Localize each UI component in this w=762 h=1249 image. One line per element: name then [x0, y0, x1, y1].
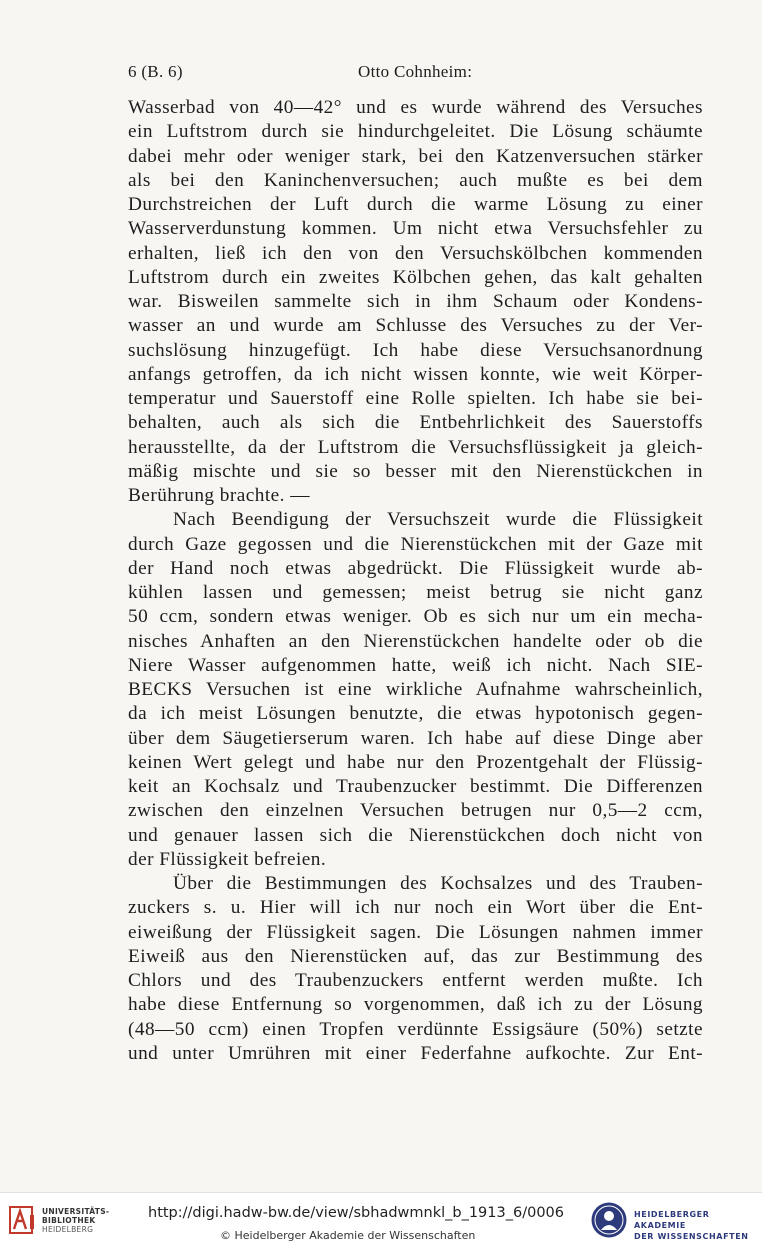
text-line: dabei mehr oder weniger stark, bei den Katzenversuchen stärker	[128, 145, 703, 167]
text-line: Nach Beendigung der Versuchszeit wurde die Flüssigkeit	[173, 509, 703, 531]
text-line: BECKS Versuchen ist eine wirkliche Aufnahme wahrscheinlich,	[128, 679, 703, 700]
text-line: als bei den Kaninchenversuchen; auch mußte es bei dem	[128, 169, 703, 191]
text-line: eiweißung der Flüssigkeit sagen. Die Lösungen nahmen immer	[128, 921, 703, 943]
text-line: nisches Anhaften an den Nierenstückchen handelte oder ob die	[128, 630, 703, 652]
text-line: Luftstrom durch ein zweites Kölbchen gehen, das kalt gehalten	[128, 266, 703, 288]
running-head-author: Otto Cohnheim:	[358, 62, 473, 81]
text-line: wasser an und wurde am Schlusse des Versuches zu der Ver-	[128, 315, 703, 337]
text-line: zuckers s. u. Hier will ich nur noch ein Wort über die Ent-	[128, 897, 703, 919]
text-line: da ich meist Lösungen benutzte, die etwas hypotonisch gegen-	[128, 703, 703, 725]
source-url-link[interactable]: http://digi.hadw-bw.de/view/sbhadwmnkl_b_1913_6/0006	[148, 1205, 564, 1221]
text-line: mäßig mischte und sie so besser mit den Nierenstückchen in	[128, 460, 703, 482]
text-line: 50 ccm, sondern etwas weniger. Ob es sich nur um ein mecha-	[128, 606, 703, 628]
text-line: der Hand noch etwas abgedrückt. Die Flüssigkeit wurde ab-	[128, 557, 703, 579]
text-line: ein Luftstrom durch sie hindurchgeleitet. Die Lösung schäumte	[128, 121, 703, 143]
text-line: keit an Kochsalz und Traubenzucker bestimmt. Die Differenzen	[128, 776, 703, 797]
text-line: kühlen lassen und gemessen; meist betrug sie nicht ganz	[128, 582, 703, 603]
text-line: Wasserbad von 40—42° und es wurde während des Versuches	[128, 97, 703, 118]
text-line: temperatur und Sauerstoff eine Rolle spielten. Ich habe sie bei-	[128, 388, 703, 409]
text-line: und unter Umrühren mit einer Federfahne aufkochte. Zur Ent-	[128, 1042, 703, 1064]
text-line: Chlors und des Traubenzuckers entfernt werden mußte. Ich	[128, 970, 703, 991]
text-line: Über die Bestimmungen des Kochsalzes und des Trauben-	[173, 873, 703, 894]
text-line: der Flüssigkeit befreien.	[128, 848, 327, 870]
text-line: keinen Wert gelegt und habe nur den Prozentgehalt der Flüssig-	[128, 751, 703, 773]
text-line: Niere Wasser aufgenommen hatte, weiß ich nicht. Nach SIE-	[128, 654, 703, 676]
footer-bar	[0, 1192, 762, 1249]
text-line: suchslösung hinzugefügt. Ich habe diese Versuchsanordnung	[128, 339, 703, 361]
body-text	[128, 96, 703, 1066]
text-line: und genauer lassen sich die Nierenstückchen doch nicht von	[128, 824, 703, 846]
library-logo-text: UNIVERSITÄTS- BIBLIOTHEK HEIDELBERG	[42, 1207, 110, 1234]
academy-logo-text: HEIDELBERGER AKADEMIE DER WISSENSCHAFTEN	[634, 1210, 749, 1241]
text-line: behalten, auch als sich die Entbehrlichkeit des Sauerstoffs	[128, 412, 703, 434]
academy-seal-icon	[590, 1201, 628, 1239]
text-line: habe diese Entfernung so vorgenommen, daß ich zu der Lösung	[128, 994, 703, 1016]
text-line: durch Gaze gegossen und die Nierenstückchen mit der Gaze mit	[128, 533, 703, 555]
text-line: war. Bisweilen sammelte sich in ihm Schaum oder Kondens-	[128, 291, 703, 312]
text-line: Durchstreichen der Luft durch die warme Lösung zu einer	[128, 194, 703, 215]
text-line: Wasserverdunstung kommen. Um nicht etwa Versuchsfehler zu	[128, 218, 703, 240]
library-logo-icon	[8, 1203, 38, 1237]
text-line: Eiweiß aus den Nierenstücken auf, das zur Bestimmung des	[128, 945, 703, 967]
running-header	[128, 62, 703, 90]
copyright-notice: © Heidelberger Akademie der Wissenschaften	[220, 1229, 476, 1242]
text-line: herausstellte, da der Luftstrom die Versuchsflüssigkeit ja gleich-	[128, 436, 703, 458]
text-line: über dem Säugetierserum waren. Ich habe auf diese Dinge aber	[128, 727, 703, 749]
text-line: zwischen den einzelnen Versuchen betrugen nur 0,5—2 ccm,	[128, 800, 703, 822]
text-line: erhalten, ließ ich den von den Versuchskölbchen kommenden	[128, 242, 703, 264]
text-line: Berührung brachte. —	[128, 485, 310, 506]
text-line: (48—50 ccm) einen Tropfen verdünnte Essigsäure (50%) setzte	[128, 1018, 703, 1040]
text-line: anfangs getroffen, da ich nicht wissen konnte, wie weit Körper-	[128, 363, 703, 385]
page-number: 6 (B. 6)	[128, 62, 183, 81]
